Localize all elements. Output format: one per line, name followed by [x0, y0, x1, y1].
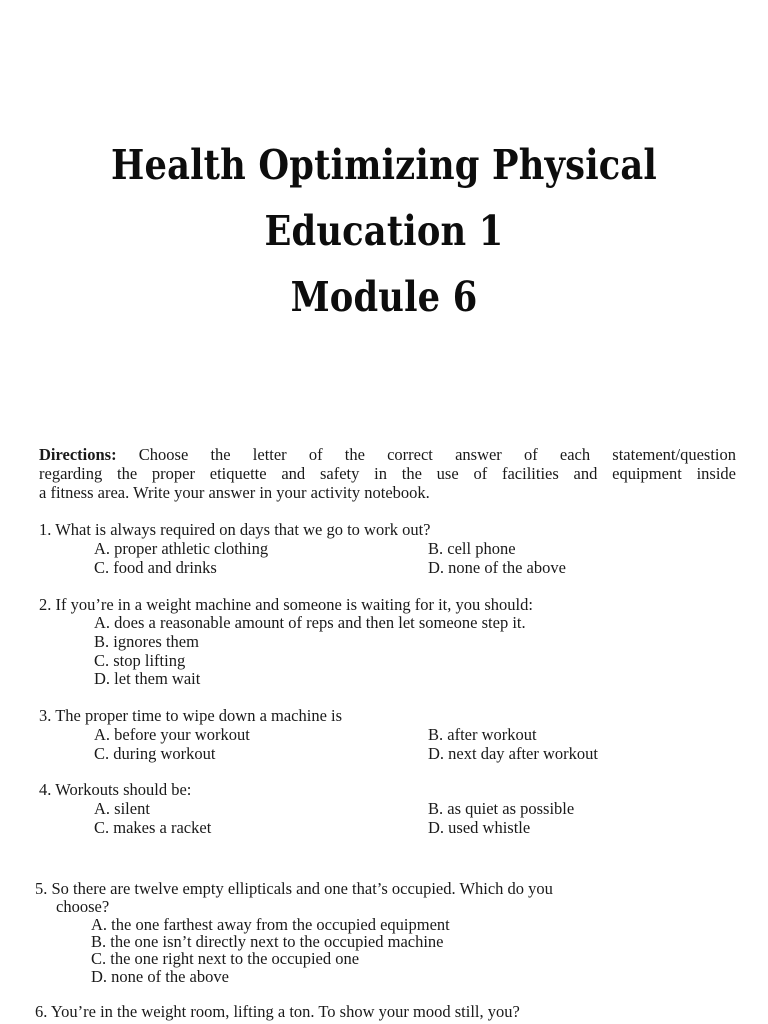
question-5-line-2: choose?	[56, 897, 110, 916]
q1-option-a: A. proper athletic clothing	[94, 539, 269, 558]
question-3: 3. The proper time to wipe down a machine is	[39, 706, 343, 725]
q4-option-c: C. makes a racket	[94, 818, 212, 837]
q4-option-d: D. used whistle	[428, 818, 531, 837]
directions-text-2: regarding the proper etiquette and safety in the use of facilities and equipment inside	[39, 464, 736, 483]
q1-option-c: C. food and drinks	[94, 558, 217, 577]
q3-option-b: B. after workout	[428, 725, 537, 744]
q3-option-c: C. during workout	[94, 744, 216, 763]
question-1: 1. What is always required on days that we go to work out?	[39, 520, 431, 539]
directions-label: Directions:	[39, 445, 117, 464]
q1-option-d: D. none of the above	[428, 558, 566, 577]
q4-option-b: B. as quiet as possible	[428, 799, 575, 818]
question-5-line-1: 5. So there are twelve empty ellipticals and one that’s occupied. Which do you	[35, 879, 553, 898]
module-title-line-2: Education 1	[264, 207, 504, 255]
q3-option-d: D. next day after workout	[428, 744, 598, 763]
q2-option-b: B. ignores them	[94, 632, 199, 651]
q3-option-a: A. before your workout	[94, 725, 250, 744]
q5-option-c: C. the one right next to the occupied one	[91, 949, 360, 968]
module-title-line-3: Module 6	[290, 273, 478, 321]
q5-option-b: B. the one isn’t directly next to the occupied machine	[91, 932, 444, 951]
q5-option-d: D. none of the above	[91, 967, 229, 986]
q2-option-c: C. stop lifting	[94, 651, 186, 670]
directions-text-1: Choose the letter of the correct answer of each statement/question	[138, 445, 737, 464]
question-6: 6. You’re in the weight room, lifting a ton. To show your mood still, you?	[35, 1002, 520, 1021]
q2-option-a: A. does a reasonable amount of reps and then let someone step it.	[94, 613, 526, 632]
module-title-line-1: Health Optimizing Physical	[111, 141, 657, 189]
q4-option-a: A. silent	[94, 799, 150, 818]
q1-option-b: B. cell phone	[428, 539, 516, 558]
directions	[39, 445, 736, 502]
directions-text-3: a fitness area. Write your answer in your activity notebook.	[39, 483, 430, 502]
q5-option-a: A. the one farthest away from the occupied equipment	[91, 915, 450, 934]
q2-option-d: D. let them wait	[94, 669, 201, 688]
question-2: 2. If you’re in a weight machine and someone is waiting for it, you should:	[39, 595, 533, 614]
question-4: 4. Workouts should be:	[39, 780, 192, 799]
